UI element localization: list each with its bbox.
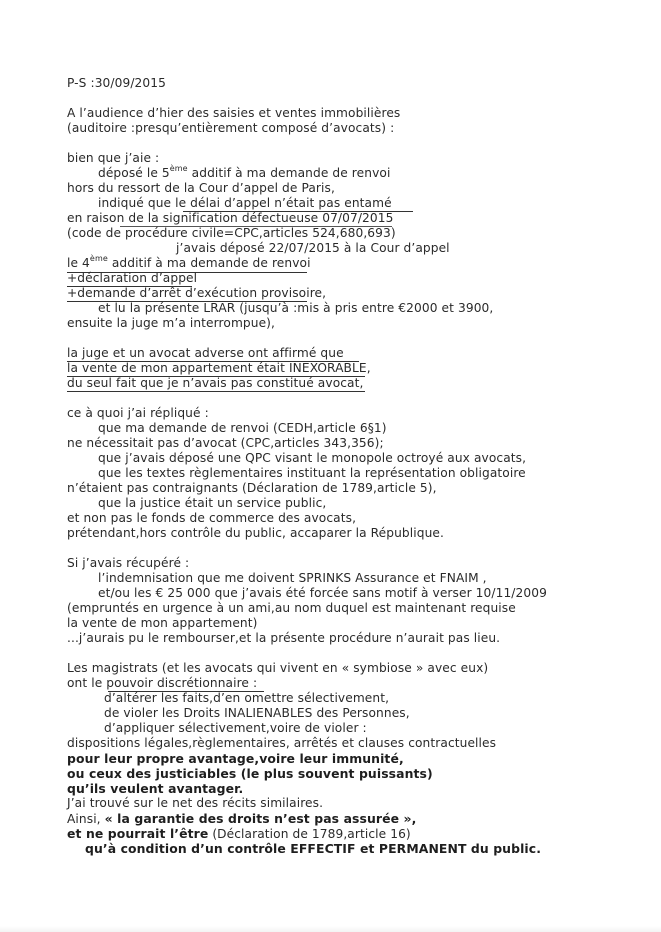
text-line: de violer les Droits INALIENABLES des Personnes, — [104, 706, 410, 720]
text-line: hors du ressort de la Cour d’appel de Paris, — [67, 181, 335, 195]
text-line: la vente de mon appartement) — [67, 616, 258, 630]
text-line: l’indemnisation que me doivent SPRINKS Assurance et FNAIM , — [98, 571, 487, 585]
text-line: (empruntés en urgence à un ami,au nom duquel est maintenant requise — [67, 601, 516, 615]
text-line: en raison de la signification défectueuse 07/07/2015 — [67, 211, 394, 225]
underlined-phrase: le délai d’appel n’était pas entamé — [175, 196, 392, 210]
text-line: Les magistrats (et les avocats qui vivent en « symbiose » avec eux) — [67, 661, 489, 675]
text-line: du seul fait que je n’avais pas constitué avocat, — [67, 376, 364, 390]
bold-quote: « la garantie des droits n’est pas assurée », — [104, 811, 417, 826]
text-line: ...j’aurais pu le rembourser,et la présente procédure n’aurait pas lieu. — [67, 631, 501, 645]
text-line: +déclaration d’appel — [67, 271, 198, 285]
text-line: ce à quoi j’ai répliqué : — [67, 406, 209, 420]
text-line: J’ai trouvé sur le net des récits similaires. — [67, 796, 324, 810]
text-line: indiqué que le délai d’appel n’était pas entamé — [98, 196, 392, 210]
text-line: (code de procédure civile=CPC,articles 524,680,693) — [67, 226, 396, 240]
bold-line: qu’ils veulent avantager. — [67, 781, 244, 796]
bold-line: ou ceux des justiciables (le plus souvent puissants) — [67, 766, 433, 781]
text-line: que j’avais déposé une QPC visant le monopole octroyé aux avocats, — [98, 451, 527, 465]
underlined-phrase: pouvoir discrétionnaire : — [106, 676, 258, 690]
text-line: d’altérer les faits,d’en omettre sélectivement, — [104, 691, 390, 705]
text-line: A l’audience d’hier des saisies et ventes immobilières — [67, 106, 401, 120]
underline-mark — [67, 391, 365, 392]
text-line: +demande d’arrêt d’exécution provisoire, — [67, 286, 327, 300]
text-line: (auditoire :presqu’entièrement composé d’avocats) : — [67, 121, 395, 135]
text-line: Ainsi, « la garantie des droits n’est pas assurée », — [67, 811, 417, 826]
bold-line: pour leur propre avantage,voire leur immunité, — [67, 751, 404, 766]
text-line: ont le pouvoir discrétionnaire : — [67, 676, 258, 690]
text-line: dispositions légales,règlementaires, arrêtés et clauses contractuelles — [67, 736, 497, 750]
text-line: la vente de mon appartement était INEXORABLE, — [67, 361, 371, 375]
text-line: n’étaient pas contraignants (Déclaration de 1789,article 5), — [67, 481, 437, 495]
text-line: et non pas le fonds de commerce des avocats, — [67, 511, 357, 525]
text-line: et lu la présente LRAR (jusqu’à :mis à pris entre €2000 et 3900, — [98, 301, 494, 315]
text-line: prétendant,hors contrôle du public, accaparer la République. — [67, 526, 444, 540]
text-line: d’appliquer sélectivement,voire de violer : — [104, 721, 367, 735]
text-line: Si j’avais récupéré : — [67, 556, 190, 570]
text-line: et ne pourrait l’être (Déclaration de 1789,article 16) — [67, 826, 411, 841]
text-line: que les textes règlementaires instituant la représentation obligatoire — [98, 466, 526, 480]
text-line: bien que j’aie : — [67, 151, 160, 165]
text-line: que ma demande de renvoi (CEDH,article 6§1) — [98, 421, 387, 435]
bold-line: qu’à condition d’un contrôle EFFECTIF et PERMANENT du public. — [85, 841, 542, 856]
text-line: que la justice était un service public, — [98, 496, 327, 510]
text-line: et/ou les € 25 000 que j’avais été forcée sans motif à verser 10/11/2009 — [98, 586, 547, 600]
text-line: le 4ème additif à ma demande de renvoi — [67, 253, 311, 270]
scan-edge — [0, 926, 661, 932]
postscript-date: P-S :30/09/2015 — [67, 76, 166, 90]
text-line: j’avais déposé 22/07/2015 à la Cour d’appel — [176, 241, 450, 255]
text-line: la juge et un avocat adverse ont affirmé que — [67, 346, 344, 360]
text-line: déposé le 5ème additif à ma demande de renvoi — [98, 163, 391, 180]
text-line: ne nécessitait pas d’avocat (CPC,articles 343,356); — [67, 436, 384, 450]
text-line: ensuite la juge m’a interrompue), — [67, 316, 276, 330]
